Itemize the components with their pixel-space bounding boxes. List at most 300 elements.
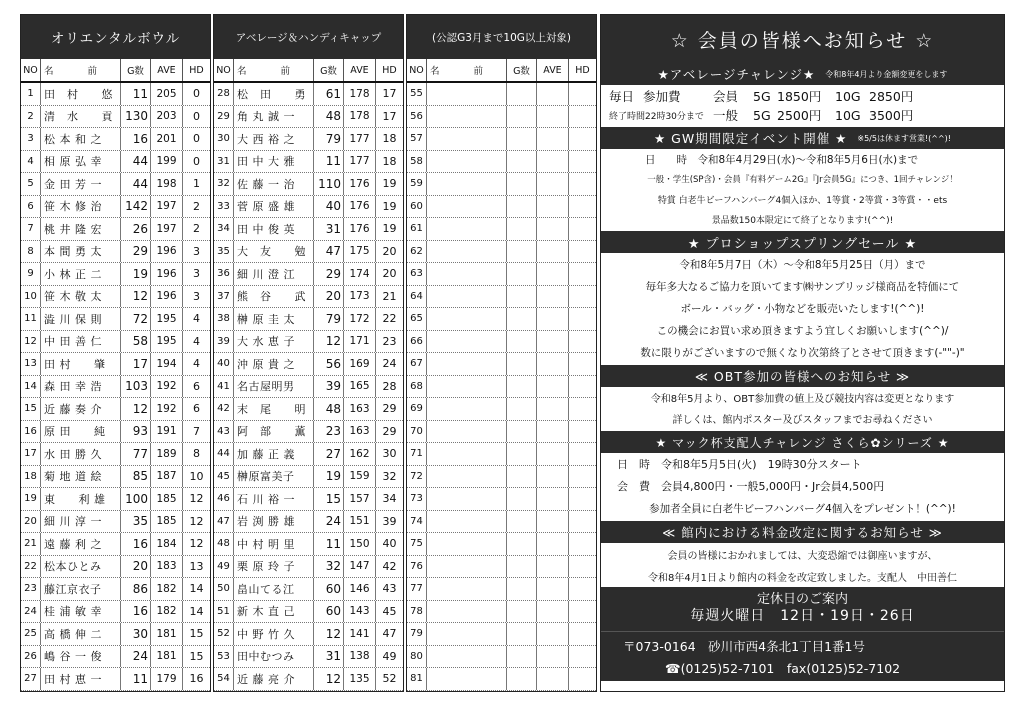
price-line: 令和8年4月1日より館内の料金を改定致しました。支配人 中田善仁 (647, 572, 958, 584)
player-name (427, 218, 507, 240)
game-count: 20 (314, 286, 344, 308)
average: 176 (344, 218, 376, 240)
average: 185 (151, 488, 183, 510)
handicap: 14 (189, 582, 204, 596)
price-revision-header: ≪ 館内における料金改定に関するお知らせ ≫ (601, 521, 1004, 543)
gw-line: 一般・学生(SP含)・会員『有料ゲーム2G』『Jr会員5G』につき、1回チャレンジ！ (647, 175, 958, 185)
table-row (21, 623, 210, 646)
row-number: 45 (214, 466, 234, 488)
player-name (427, 511, 507, 533)
table-row (21, 601, 210, 624)
handicap: 6 (193, 402, 200, 416)
row-number: 60 (407, 196, 427, 218)
table-row (214, 421, 403, 444)
game-count: 60 (314, 578, 344, 600)
sale-line: 令和8年5月7日（木）～令和8年5月25日（月）まで (679, 258, 926, 271)
player-name: 田 村 肇 (41, 353, 121, 375)
row-number: 77 (407, 578, 427, 600)
row-number: 74 (407, 511, 427, 533)
handicap: 14 (189, 604, 204, 618)
gw-line: 特賞 白老牛ビーフハンバーグ4個入ほか、1等賞・2等賞・3等賞・・ets (657, 195, 948, 206)
table-row (214, 511, 403, 534)
game-count: 77 (121, 443, 151, 465)
handicap (569, 241, 596, 263)
player-name: 名古屋明男 (234, 376, 314, 398)
player-name: 石 川 裕 一 (234, 488, 314, 510)
handicap: 19 (382, 222, 397, 236)
table-row (407, 511, 596, 534)
handicap (569, 83, 596, 105)
table-row (214, 466, 403, 489)
game-count: 85 (121, 466, 151, 488)
average: 175 (344, 241, 376, 263)
average (537, 511, 569, 533)
game-count: 61 (314, 83, 344, 105)
game-count: 56 (314, 353, 344, 375)
average: 162 (344, 443, 376, 465)
row-number: 5 (21, 173, 41, 195)
average: 201 (151, 128, 183, 150)
game-count: 48 (314, 398, 344, 420)
average: 174 (344, 263, 376, 285)
table-row (21, 218, 210, 241)
average (537, 376, 569, 398)
table-row (21, 511, 210, 534)
game-count: 27 (314, 443, 344, 465)
row-number: 73 (407, 488, 427, 510)
row-number: 23 (21, 578, 41, 600)
average: 195 (151, 308, 183, 330)
average (537, 173, 569, 195)
row-number: 47 (214, 511, 234, 533)
average (537, 466, 569, 488)
row-number: 56 (407, 106, 427, 128)
game-count: 16 (121, 128, 151, 150)
table-row (21, 83, 210, 106)
average: 197 (151, 196, 183, 218)
handicap: 17 (382, 109, 397, 123)
handicap: 23 (382, 334, 397, 348)
player-name: 栗 原 玲 子 (234, 556, 314, 578)
game-count: 130 (121, 106, 151, 128)
sale-line: ボール・バッグ・小物などを販売いたします!(^^)! (680, 302, 925, 315)
handicap: 24 (382, 357, 397, 371)
game-count: 60 (314, 601, 344, 623)
handicap: 40 (382, 537, 397, 551)
average: 198 (151, 173, 183, 195)
handicap (569, 488, 596, 510)
player-name: 畠山てる江 (234, 578, 314, 600)
handicap (569, 511, 596, 533)
table-row (21, 398, 210, 421)
handicap: 29 (382, 402, 397, 416)
average: 189 (151, 443, 183, 465)
player-name (427, 601, 507, 623)
average (537, 151, 569, 173)
handicap (569, 173, 596, 195)
row-number: 65 (407, 308, 427, 330)
player-name: 田中むつみ (234, 646, 314, 668)
row-number: 48 (214, 533, 234, 555)
address-box (601, 631, 1004, 681)
player-name (427, 331, 507, 353)
row-number: 59 (407, 173, 427, 195)
player-name: 熊 谷 武 (234, 286, 314, 308)
average: 176 (344, 196, 376, 218)
row-number: 34 (214, 218, 234, 240)
handicap (569, 376, 596, 398)
column-header: NO 名 前 G数 AVE HD (214, 59, 403, 83)
game-count (507, 263, 537, 285)
row-number: 21 (21, 533, 41, 555)
average: 176 (344, 173, 376, 195)
row-number: 1 (21, 83, 41, 105)
row-number: 58 (407, 151, 427, 173)
table-row (214, 376, 403, 399)
game-count (507, 128, 537, 150)
handicap: 52 (382, 672, 397, 686)
table-row (214, 263, 403, 286)
handicap: 15 (189, 649, 204, 663)
closed-days: 毎週火曜日 12日・19日・26日 (690, 608, 915, 624)
row-number: 80 (407, 646, 427, 668)
average: 178 (344, 106, 376, 128)
row-number: 13 (21, 353, 41, 375)
average: 143 (344, 601, 376, 623)
handicap (569, 308, 596, 330)
player-name (427, 556, 507, 578)
average: 197 (151, 218, 183, 240)
game-count (507, 83, 537, 105)
player-name: 近 藤 奏 介 (41, 398, 121, 420)
handicap (569, 601, 596, 623)
player-name: 田 村 悠 (41, 83, 121, 105)
player-name: 中 野 竹 久 (234, 623, 314, 645)
game-count: 79 (314, 308, 344, 330)
game-count: 11 (314, 533, 344, 555)
player-name (427, 106, 507, 128)
average: 159 (344, 466, 376, 488)
game-count: 48 (314, 106, 344, 128)
row-number: 37 (214, 286, 234, 308)
handicap: 4 (193, 334, 200, 348)
average: 181 (151, 646, 183, 668)
player-name (427, 353, 507, 375)
row-number: 53 (214, 646, 234, 668)
handicap: 4 (193, 312, 200, 326)
game-count: 12 (314, 331, 344, 353)
handicap: 20 (382, 267, 397, 281)
row-number: 2 (21, 106, 41, 128)
row-number: 78 (407, 601, 427, 623)
average: 181 (151, 623, 183, 645)
table-row (21, 421, 210, 444)
game-count: 12 (314, 623, 344, 645)
average: 177 (344, 128, 376, 150)
handicap (569, 263, 596, 285)
average (537, 488, 569, 510)
handicap (569, 623, 596, 645)
game-count: 23 (314, 421, 344, 443)
table-row (214, 443, 403, 466)
average: 203 (151, 106, 183, 128)
row-number: 42 (214, 398, 234, 420)
player-name: 嶋 谷 一 俊 (41, 646, 121, 668)
player-name: 金 田 芳 一 (41, 173, 121, 195)
player-name: 菅 原 盛 雄 (234, 196, 314, 218)
row-number: 19 (21, 488, 41, 510)
average: 169 (344, 353, 376, 375)
player-name: 阿 部 薫 (234, 421, 314, 443)
average (537, 83, 569, 105)
player-name (427, 398, 507, 420)
game-count (507, 106, 537, 128)
handicap (569, 668, 596, 690)
player-name: 本 間 勇 太 (41, 241, 121, 263)
table-row (214, 241, 403, 264)
player-name: 近 藤 亮 介 (234, 668, 314, 690)
average: 182 (151, 601, 183, 623)
table-row (407, 556, 596, 579)
row-number: 52 (214, 623, 234, 645)
average (537, 533, 569, 555)
handicap (569, 443, 596, 465)
phone: ☎(0125)52-7101 fax(0125)52-7102 (665, 661, 901, 676)
table-row (214, 353, 403, 376)
row-number: 69 (407, 398, 427, 420)
table-row (407, 218, 596, 241)
row-number: 24 (21, 601, 41, 623)
handicap: 28 (382, 379, 397, 393)
table-row (407, 308, 596, 331)
handicap: 12 (189, 514, 204, 528)
table-row (21, 286, 210, 309)
player-name (427, 196, 507, 218)
average: 194 (151, 353, 183, 375)
average (537, 241, 569, 263)
game-count: 29 (314, 263, 344, 285)
player-name: 遠 藤 利 之 (41, 533, 121, 555)
row-number: 6 (21, 196, 41, 218)
table-row (214, 623, 403, 646)
table-row (407, 83, 596, 106)
game-count (507, 556, 537, 578)
player-name (427, 443, 507, 465)
average: 165 (344, 376, 376, 398)
player-name: 松 本 和 之 (41, 128, 121, 150)
game-count: 11 (121, 668, 151, 690)
player-name (427, 668, 507, 690)
player-name (427, 263, 507, 285)
handicap: 30 (382, 447, 397, 461)
game-count: 15 (314, 488, 344, 510)
handicap (569, 106, 596, 128)
table-row (214, 601, 403, 624)
game-count (507, 308, 537, 330)
row-number: 38 (214, 308, 234, 330)
average: 196 (151, 241, 183, 263)
handicap (569, 331, 596, 353)
average: 185 (151, 511, 183, 533)
handicap: 20 (382, 244, 397, 258)
sale-line: この機会にお買い求め頂きますよう宜しくお願いします(^^)/ (656, 324, 949, 337)
game-count: 35 (121, 511, 151, 533)
handicap (569, 398, 596, 420)
player-name: 田 中 大 雅 (234, 151, 314, 173)
table-row (214, 668, 403, 691)
row-number: 18 (21, 466, 41, 488)
handicap: 16 (189, 672, 204, 686)
average (537, 218, 569, 240)
average (537, 106, 569, 128)
notice-title: ☆ 会員の皆様へお知らせ ☆ (601, 15, 1004, 63)
ranking-rows (407, 83, 596, 691)
member-fee-row: 毎日 参加費 会員 5G 1850円 10G 2850円 (609, 88, 914, 104)
table-row (407, 263, 596, 286)
mac-cup-header: ★ マック杯支配人チャレンジ さくら✿シリーズ ★ (601, 431, 1004, 453)
handicap: 3 (193, 244, 200, 258)
player-name: 水 田 勝 久 (41, 443, 121, 465)
player-name: 松 田 勇 (234, 83, 314, 105)
game-count: 11 (314, 151, 344, 173)
table-row (407, 241, 596, 264)
obt-notice-header: ≪ OBT参加の皆様へのお知らせ ≫ (601, 365, 1004, 387)
player-name: 高 橋 伸 二 (41, 623, 121, 645)
table-row (214, 488, 403, 511)
ranking-panel-2 (213, 14, 404, 692)
player-name: 澁 川 保 則 (41, 308, 121, 330)
player-name: 菊 地 道 絵 (41, 466, 121, 488)
table-row (407, 196, 596, 219)
handicap: 42 (382, 559, 397, 573)
handicap: 2 (193, 199, 200, 213)
game-count: 11 (121, 83, 151, 105)
average: 192 (151, 376, 183, 398)
player-name (427, 623, 507, 645)
table-row (214, 128, 403, 151)
table-row (21, 106, 210, 129)
average (537, 398, 569, 420)
ranking-rows (21, 83, 210, 691)
game-count (507, 443, 537, 465)
row-number: 15 (21, 398, 41, 420)
player-name (427, 128, 507, 150)
player-name: 大 水 恵 子 (234, 331, 314, 353)
table-row (407, 601, 596, 624)
average (537, 263, 569, 285)
handicap (569, 353, 596, 375)
table-row (21, 196, 210, 219)
game-count (507, 623, 537, 645)
row-number: 41 (214, 376, 234, 398)
game-count (507, 421, 537, 443)
handicap: 22 (382, 312, 397, 326)
player-name (427, 646, 507, 668)
average: 172 (344, 308, 376, 330)
row-number: 63 (407, 263, 427, 285)
row-number: 22 (21, 556, 41, 578)
game-count (507, 218, 537, 240)
handicap (569, 646, 596, 668)
game-count (507, 241, 537, 263)
table-row (21, 263, 210, 286)
average: 196 (151, 263, 183, 285)
player-name (427, 578, 507, 600)
row-number: 55 (407, 83, 427, 105)
table-row (407, 623, 596, 646)
game-count (507, 578, 537, 600)
panel-title: オリエンタルボウル (21, 15, 210, 59)
handicap: 15 (189, 627, 204, 641)
game-count: 39 (314, 376, 344, 398)
sale-line: 数に限りがございますので無くなり次第終了とさせて頂きます(-""-)" (640, 346, 965, 359)
handicap: 12 (189, 492, 204, 506)
game-count: 44 (121, 173, 151, 195)
average (537, 331, 569, 353)
table-row (214, 556, 403, 579)
row-number: 28 (214, 83, 234, 105)
table-row (214, 83, 403, 106)
game-count (507, 376, 537, 398)
player-name: 末 尾 明 (234, 398, 314, 420)
average (537, 668, 569, 690)
game-count (507, 646, 537, 668)
table-row (214, 398, 403, 421)
closed-days-box (601, 587, 1004, 631)
table-row (21, 578, 210, 601)
table-row (407, 421, 596, 444)
table-row (21, 488, 210, 511)
average: 146 (344, 578, 376, 600)
average: 157 (344, 488, 376, 510)
table-row (21, 151, 210, 174)
game-count: 26 (121, 218, 151, 240)
row-number: 75 (407, 533, 427, 555)
table-row (407, 106, 596, 129)
average: 171 (344, 331, 376, 353)
gw-date: 日 時 令和8年4月29日(水)～令和8年5月6日(水)まで (645, 153, 919, 166)
player-name: 笹 木 修 治 (41, 196, 121, 218)
handicap: 1 (193, 177, 200, 191)
player-name: 大 西 裕 之 (234, 128, 314, 150)
table-row (214, 533, 403, 556)
handicap (569, 196, 596, 218)
ranking-panel-3 (406, 14, 597, 692)
game-count (507, 601, 537, 623)
table-row (214, 151, 403, 174)
player-name: 森 田 幸 浩 (41, 376, 121, 398)
table-row (407, 398, 596, 421)
player-name (427, 376, 507, 398)
table-row (407, 488, 596, 511)
handicap: 0 (193, 109, 200, 123)
game-count (507, 331, 537, 353)
row-number: 29 (214, 106, 234, 128)
row-number: 30 (214, 128, 234, 150)
handicap: 10 (189, 469, 204, 483)
handicap: 18 (382, 154, 397, 168)
game-count (507, 353, 537, 375)
player-name (427, 421, 507, 443)
average: 147 (344, 556, 376, 578)
handicap (569, 151, 596, 173)
player-name: 細 川 澄 江 (234, 263, 314, 285)
table-row (407, 128, 596, 151)
panel-title: アベレージ＆ハンディキャップ (214, 15, 403, 59)
handicap (569, 466, 596, 488)
sale-line: 毎年多大なるご協力を頂いてます㈱サンブリッジ様商品を特価にて (645, 280, 960, 293)
table-row (21, 556, 210, 579)
